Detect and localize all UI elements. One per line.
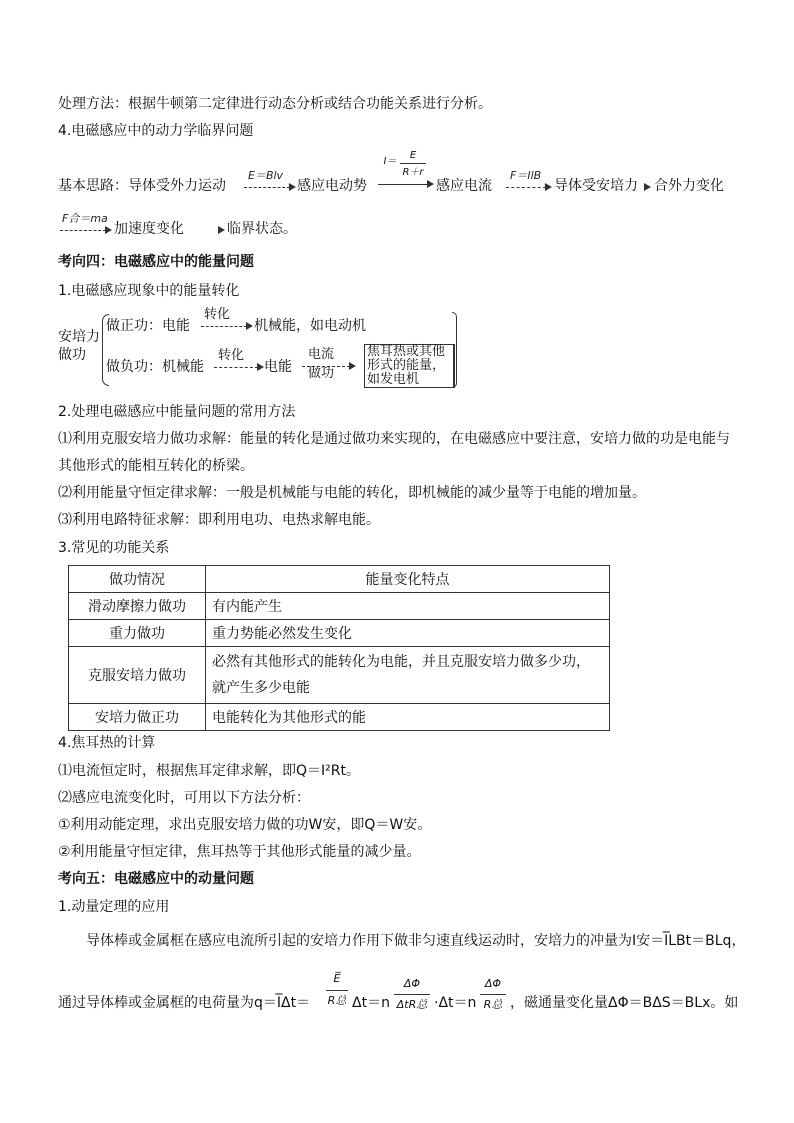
table-cell-work: 重力做功 [69,620,206,647]
arrow-label-emf: E＝Blv [248,169,284,182]
joule-box-line-3: 如发电机 [367,372,420,387]
positive-work-arrow-head [246,322,253,330]
method-2: ⑵利用能量守恒定律求解：一般是机械能与电能的转化，即机械能的减少量等于电能的增加量。 [58,485,646,501]
table-cell-energy: 电能转化为其他形式的能 [206,704,610,731]
positive-work-text: 做正功：电能 [106,318,190,334]
joule-box-line-1: 焦耳热或其他 [367,344,446,359]
arrow-head-4 [644,183,651,191]
fraction-2-numerator: ΔΦ [403,977,421,990]
net-force-change-text: 合外力变化 [654,178,724,194]
arrow-head-1 [289,183,296,191]
methods-subtitle: 2.处理电磁感应中能量问题的常用方法 [58,404,296,420]
topic-5-title: 考向五：电磁感应中的动量问题 [58,871,254,887]
negative-work-arrow-head [257,363,264,371]
current-work-label-2: 做功 [308,366,335,381]
negative-work-arrow-line [214,367,258,368]
positive-work-arrow-line [201,326,247,327]
ampere-force-label-1: 安培力 [58,329,100,345]
emf-text: 感应电动势 [297,178,367,194]
fraction-3-denominator: R总 [483,998,503,1011]
momentum-paragraph-1: 导体棒或金属框在感应电流所引起的安培力作用下做非匀速直线运动时，安培力的冲量为I安＝I̅LBt＝BLq， [86,933,746,949]
charge-formula-mid-2: ·Δt＝n [434,995,477,1011]
current-work-label-1: 电流 [308,347,335,362]
method-1-line-a: ⑴利用克服安培力做功求解：能量的转化是通过做功来实现的，在电磁感应中要注意，安培力做的功是电能与 [58,431,730,447]
arrow-head-6 [218,226,225,234]
table-cell-work: 安培力做正功 [69,704,206,731]
joule-line-2: ⑵感应电流变化时，可用以下方法分析： [58,790,310,806]
basic-idea-label: 基本思路：导体受外力运动 [58,178,226,194]
arrow-head-2 [427,180,434,188]
table-row [69,620,610,647]
topic-4-title: 考向四：电磁感应中的能量问题 [58,254,254,270]
fraction-1-numerator: E̅ [333,972,341,985]
arrow-head-5 [105,226,112,234]
positive-work-arrow-label: 转化 [204,307,231,322]
arrow-line-2 [378,184,428,185]
fraction-3-numerator: ΔΦ [484,977,502,990]
arrow-line-5 [60,230,106,231]
charge-formula-mid-1: Δt＝n [352,995,390,1011]
fraction-2-denominator: ΔtR总 [396,998,428,1011]
method-1-line-b: 其他形式的能相互转化的桥梁。 [58,458,254,474]
arrow-head-3 [545,183,552,191]
arrow-line-1 [244,187,290,188]
joule-box-line-2: 形式的能量， [367,358,446,373]
joule-line-1: ⑴电流恒定时，根据焦耳定律求解，即Q＝I²Rt。 [58,763,360,779]
electric-energy-text: 电能 [264,359,292,375]
ampere-force-text: 导体受安培力 [554,178,638,194]
function-relation-subtitle: 3.常见的功能关系 [58,540,170,556]
table-header-energy: 能量变化特点 [206,566,610,593]
fraction-2-bar [394,994,430,995]
induced-current-text: 感应电流 [436,178,492,194]
table-cell-work: 克服安培力做功 [69,647,206,704]
momentum-subtitle: 1.动量定理的应用 [58,899,170,915]
table-row [69,647,610,704]
function-relation-table [68,565,610,731]
charge-formula-suffix: ，磁通量变化量ΔΦ＝BΔS＝BLx。如 [510,995,739,1011]
fraction-3-bar [480,994,506,995]
joule-subtitle: 4.焦耳热的计算 [58,735,156,751]
table-header-work: 做功情况 [69,566,206,593]
arrow-label-force: F＝IlB [510,169,542,182]
fraction-1-denominator: R总 [327,994,347,1007]
negative-work-text: 做负功：机械能 [106,359,204,375]
table-row [69,593,610,620]
charge-formula-prefix: 通过导体棒或金属框的电荷量为q＝I̅Δt＝ [58,995,311,1011]
current-work-arrow-head [349,362,356,370]
acceleration-change-text: 加速度变化 [114,221,184,237]
ampere-force-label-2: 做功 [58,347,86,363]
current-formula-i: I＝ [383,156,397,167]
critical-state-text: 临界状态。 [227,221,297,237]
intro-method-text: 处理方法：根据牛顿第二定律进行动态分析或结合功能关系进行分析。 [58,96,492,112]
joule-heat-box [364,344,455,388]
energy-conversion-subtitle: 1.电磁感应现象中的能量转化 [58,283,240,299]
negative-work-arrow-label: 转化 [218,348,245,363]
current-formula-den: R＋r [402,167,424,178]
table-cell-energy: 有内能产生 [206,593,610,620]
table-header-row [69,566,610,593]
section-4-title: 4.电磁感应中的动力学临界问题 [58,123,254,139]
joule-line-4: ②利用能量守恒定律，焦耳热等于其他形式能量的减少量。 [58,844,421,860]
current-formula-num: E [409,150,417,161]
fraction-1-bar [326,990,348,991]
table-cell-energy: 必然有其他形式的能转化为电能，并且克服安培力做多少功，就产生多少电能 [206,647,610,704]
arrow-line-3 [506,187,546,188]
method-3: ⑶利用电路特征求解：即利用电功、电热求解电能。 [58,512,380,528]
table-cell-energy: 重力势能必然发生变化 [206,620,610,647]
table-row [69,704,610,731]
table-cell-work: 滑动摩擦力做功 [69,593,206,620]
arrow-label-newton: F合＝ma [62,212,108,225]
joule-line-3: ①利用动能定理，求出克服安培力做的功W安，即Q＝W安。 [58,817,432,833]
positive-work-result: 机械能，如电动机 [254,318,366,334]
